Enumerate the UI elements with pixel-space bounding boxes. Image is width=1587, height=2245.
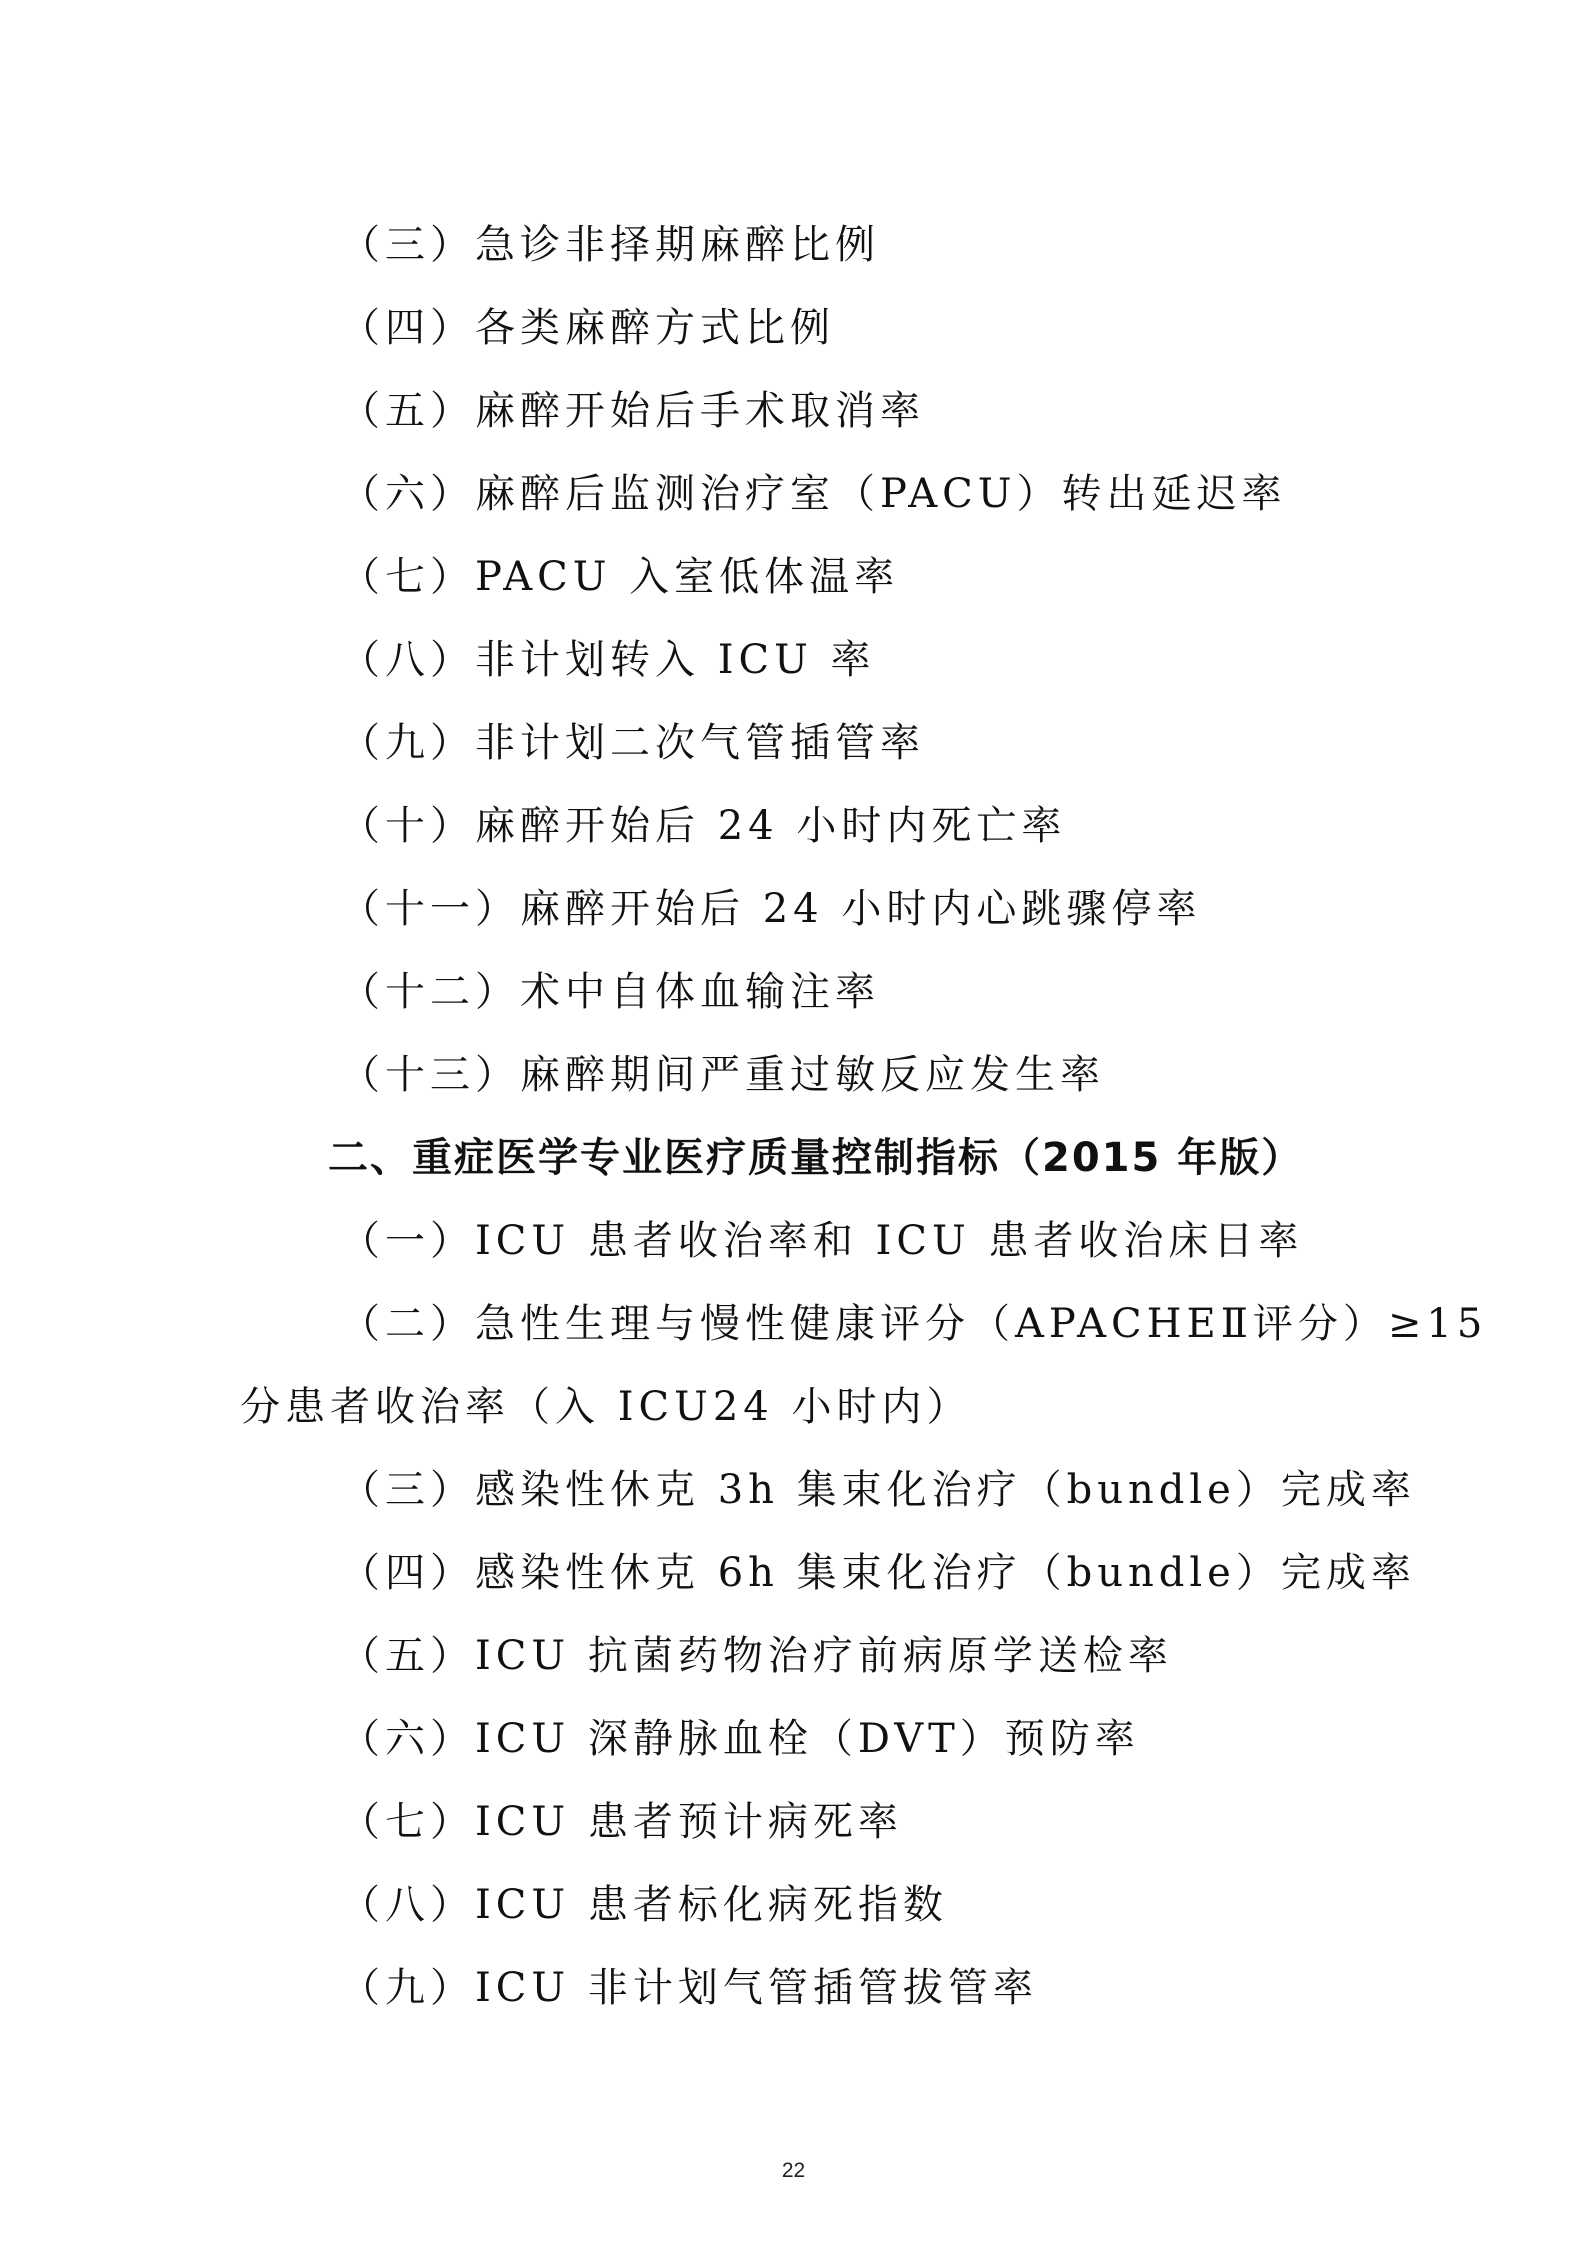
list-item: （四）感染性休克 6h 集束化治疗（bundle）完成率	[340, 1550, 1416, 1596]
list-item: （二）急性生理与慢性健康评分（APACHEⅡ评分）≥15	[340, 1301, 1488, 1347]
list-item: （十）麻醉开始后 24 小时内死亡率	[340, 803, 1067, 849]
list-item: （六）麻醉后监测治疗室（PACU）转出延迟率	[340, 471, 1287, 517]
list-item: （五）ICU 抗菌药物治疗前病原学送检率	[340, 1633, 1173, 1679]
list-item: （四）各类麻醉方式比例	[340, 305, 835, 351]
list-item: （三）急诊非择期麻醉比例	[340, 222, 880, 268]
list-item: （十一）麻醉开始后 24 小时内心跳骤停率	[340, 886, 1202, 932]
list-item: （一）ICU 患者收治率和 ICU 患者收治床日率	[340, 1218, 1304, 1264]
list-item: （七）PACU 入室低体温率	[340, 554, 900, 600]
list-item: （九）ICU 非计划气管插管拔管率	[340, 1965, 1038, 2011]
list-item: （七）ICU 患者预计病死率	[340, 1799, 903, 1845]
list-item: （三）感染性休克 3h 集束化治疗（bundle）完成率	[340, 1467, 1416, 1513]
list-item: （五）麻醉开始后手术取消率	[340, 388, 925, 434]
list-item: （八）ICU 患者标化病死指数	[340, 1882, 948, 1928]
list-item: （八）非计划转入 ICU 率	[340, 637, 876, 683]
list-item: （十三）麻醉期间严重过敏反应发生率	[340, 1052, 1105, 1098]
list-item: （六）ICU 深静脉血栓（DVT）预防率	[340, 1716, 1140, 1762]
list-item: （九）非计划二次气管插管率	[340, 720, 925, 766]
list-item-continuation: 分患者收治率（入 ICU24 小时内）	[240, 1384, 972, 1430]
list-item: （十二）术中自体血输注率	[340, 969, 880, 1015]
page-number: 22	[781, 2159, 806, 2182]
section-heading: 二、重症医学专业医疗质量控制指标（2015 年版）	[328, 1135, 1304, 1181]
